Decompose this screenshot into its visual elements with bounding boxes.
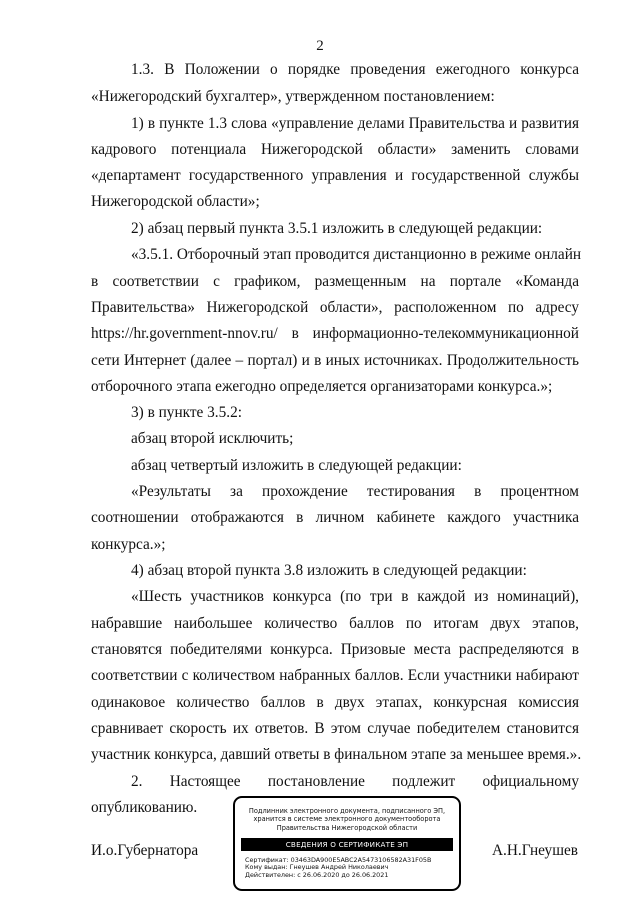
- stamp-line: Правительства Нижегородской области: [276, 823, 418, 832]
- text-line: 3) в пункте 3.5.2:: [131, 404, 243, 421]
- text-line: одинаковое количество баллов в двух этапах, конкурсная комиссия: [91, 694, 579, 711]
- text-line: 2. Настоящее постановление подлежит официальному: [131, 773, 579, 790]
- text-line: «Шесть участников конкурса (по три в каждой из номинаций),: [131, 588, 579, 605]
- text-line: набравшие наибольшее количество баллов по итогам двух этапов,: [91, 615, 579, 632]
- text-line: 2) абзац первый пункта 3.5.1 изложить в следующей редакции:: [131, 220, 543, 237]
- text-line: Правительства» Нижегородской области», расположенном по адресу: [91, 299, 579, 316]
- text-line: конкурса.»;: [91, 536, 166, 553]
- text-line: сравнивает скорость их ответов. В этом случае победителем становится: [91, 720, 579, 737]
- text-line: абзац второй исключить;: [131, 430, 294, 447]
- stamp-certificate-banner: СВЕДЕНИЯ О СЕРТИФИКАТЕ ЭП: [241, 838, 453, 851]
- signature-name: А.Н.Гнеушев: [491, 842, 578, 859]
- text-line: https://hr.government-nnov.ru/ в информационно-телекоммуникационной: [91, 325, 579, 342]
- text-line: в соответствии с графиком, размещенным на портале «Команда: [91, 273, 579, 290]
- text-line: сети Интернет (далее – портал) и в иных источниках. Продолжительность: [91, 352, 579, 369]
- stamp-line: Подлинник электронного документа, подписанного ЭП,: [248, 807, 446, 815]
- text-line: соотношении отображаются в личном кабинете каждого участника: [91, 509, 579, 526]
- text-line: участник конкурса, давший ответы в финальном этапе за меньшее время.».: [91, 746, 582, 763]
- text-line: 4) абзац второй пункта 3.8 изложить в следующей редакции:: [131, 562, 527, 579]
- page-number: 2: [316, 38, 324, 54]
- text-line: 1.3. В Положении о порядке проведения ежегодного конкурса: [131, 61, 579, 78]
- electronic-signature-stamp: [233, 796, 461, 891]
- text-line: отборочного этапа ежегодно определяется организаторами конкурса.»;: [91, 378, 553, 395]
- stamp-issued-to: Кому выдан: Гнеушев Андрей Николаевич: [245, 863, 389, 872]
- text-line: «3.5.1. Отборочный этап проводится дистанционно в режиме онлайн: [131, 246, 582, 263]
- text-line: «Нижегородский бухгалтер», утвержденном постановлением:: [91, 88, 495, 105]
- stamp-line: хранится в системе электронного документооборота: [253, 815, 441, 824]
- text-line: соответствии с количеством набранных баллов. Если участники набирают: [91, 667, 579, 684]
- stamp-certificate-info: [245, 857, 459, 880]
- text-line: 1) в пункте 1.3 слова «управление делами Правительства и развития: [131, 115, 579, 132]
- text-line: Нижегородской области»;: [91, 193, 260, 210]
- text-line: абзац четвертый изложить в следующей редакции:: [131, 457, 462, 474]
- text-line: опубликованию.: [91, 799, 198, 816]
- text-line: «департамент государственного управления и государственной службы: [91, 167, 579, 184]
- text-line: становятся победителями конкурса. Призовые места распределяются в: [91, 641, 579, 658]
- stamp-validity: Действителен: с 26.06.2020 до 26.06.2021: [245, 871, 389, 880]
- text-line: кадрового потенциала Нижегородской области» заменить словами: [91, 141, 579, 158]
- text-line: «Результаты за прохождение тестирования в процентном: [131, 483, 579, 500]
- stamp-header-text: [235, 807, 459, 832]
- stamp-certificate-number: Сертификат: 03463DA900E5ABC2A5473106582A31F05B: [245, 855, 432, 864]
- signature-position: И.о.Губернатора: [91, 842, 199, 859]
